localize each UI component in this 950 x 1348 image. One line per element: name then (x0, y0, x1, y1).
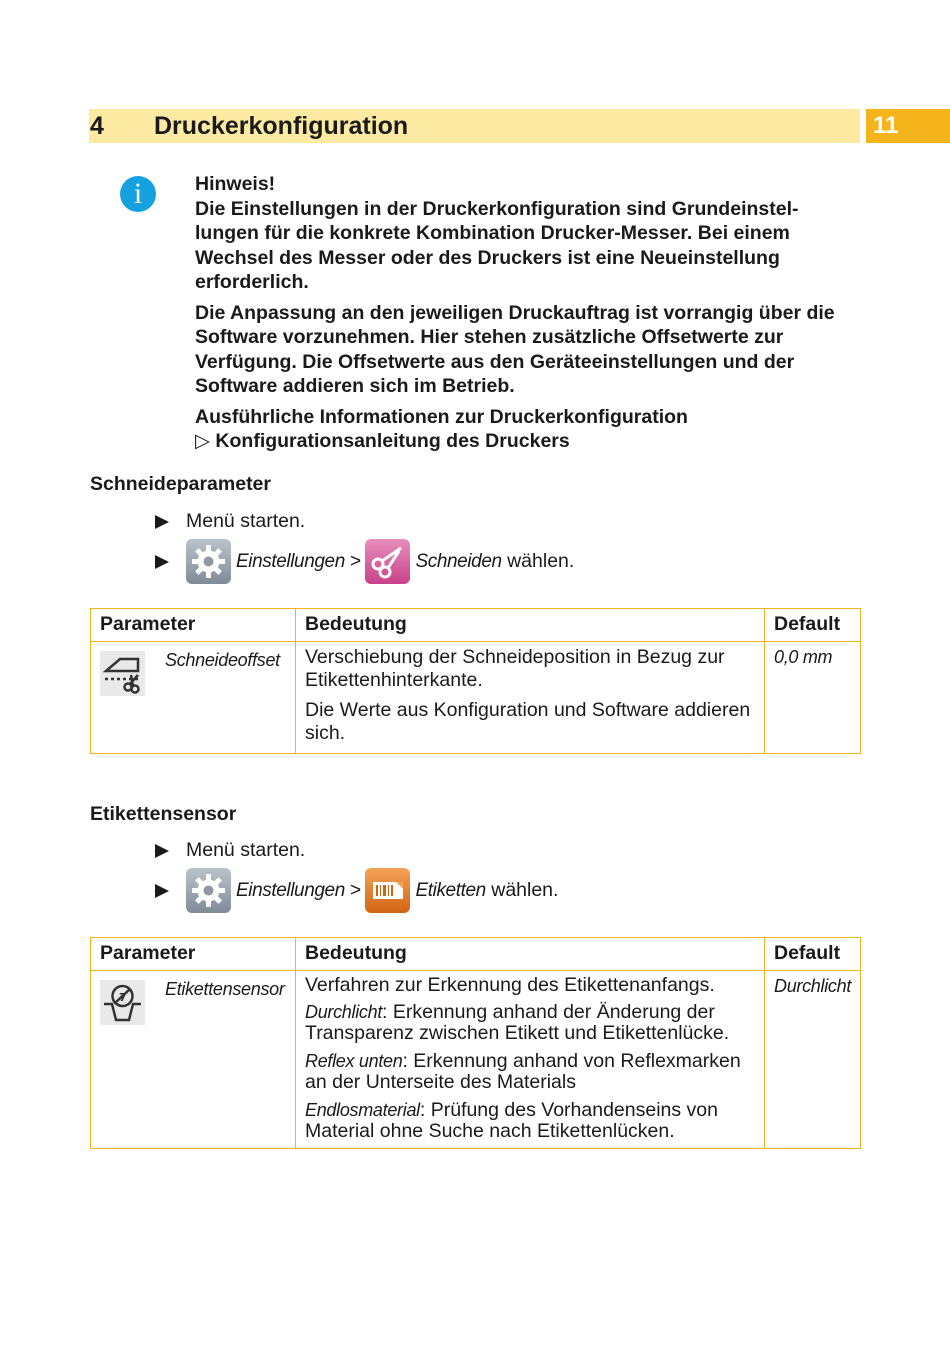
note-block (195, 172, 855, 454)
label-icon[interactable] (365, 868, 410, 913)
column-header-parameter: Parameter (91, 938, 296, 971)
step-arrow-icon (155, 844, 169, 858)
step-text: Menü starten. (186, 839, 306, 861)
step-select-labels (155, 868, 558, 913)
note-reference-title: Konfigurationsanleitung des Druckers (215, 430, 570, 452)
meaning-text: Die Werte aus Konfiguration und Software addieren sich. (305, 699, 751, 744)
option-name: Reflex unten (305, 1050, 403, 1071)
gear-icon[interactable] (186, 868, 231, 913)
step-arrow-icon (155, 555, 169, 569)
table-header-row (91, 938, 861, 971)
table-header-row (91, 609, 861, 642)
gear-icon[interactable] (186, 539, 231, 584)
triangle-right-icon: ▷ (195, 430, 210, 452)
parameter-cell (91, 971, 296, 1149)
chapter-number: 4 (90, 112, 104, 140)
menu-labels-label[interactable]: Etiketten (415, 879, 486, 901)
parameter-cell (91, 642, 296, 754)
column-header-default: Default (765, 938, 861, 971)
cut-offset-icon (100, 651, 145, 696)
meaning-cell (296, 642, 765, 754)
table-row (91, 642, 861, 754)
step-arrow-icon (155, 884, 169, 898)
note-reference-link (195, 429, 855, 454)
note-title: Hinweis! (195, 173, 276, 195)
label-sensor-parameter-table (90, 937, 861, 1149)
step-select-cutting (155, 539, 574, 584)
option-name: Durchlicht (305, 1001, 383, 1022)
step-suffix: wählen. (507, 550, 575, 572)
note-paragraph-3 (195, 405, 855, 454)
step-start-menu (155, 839, 305, 862)
step-start-menu (155, 510, 305, 533)
column-header-default: Default (765, 609, 861, 642)
column-header-meaning: Bedeutung (296, 609, 765, 642)
menu-settings-label[interactable]: Einstellungen > (236, 550, 361, 572)
label-sensor-icon (100, 980, 145, 1025)
option-text: : Prüfung des Vorhandenseins von Material ohne Suche nach Etikettenlücken. (305, 1098, 718, 1142)
section-heading-label-sensor: Etikettensensor (90, 803, 237, 825)
menu-cutting-label[interactable]: Schneiden (415, 550, 502, 572)
table-row (91, 971, 861, 1149)
option-durchlicht (305, 1002, 755, 1045)
option-name: Endlosmaterial (305, 1099, 420, 1120)
step-text: Menü starten. (186, 510, 306, 532)
option-endlosmaterial (305, 1100, 755, 1143)
parameter-name: Schneideoffset (165, 650, 280, 670)
note-paragraph-1: Die Einstellungen in der Druckerkonfiguration sind Grundeinstel-lungen für die konkrete Kombination Drucker-Messer. Bei einem Wechsel des Messer oder des Druckers ist eine Neueinstellung erforderlich. (195, 197, 799, 293)
meaning-text: Verfahren zur Erkennung des Etikettenanfangs. (305, 974, 715, 996)
meaning-cell (296, 971, 765, 1149)
menu-settings-label[interactable]: Einstellungen > (236, 879, 361, 901)
default-value: 0,0 mm (765, 642, 861, 754)
option-text: : Erkennung anhand der Änderung der Transparenz zwischen Etikett und Etikettenlücke. (305, 1000, 730, 1044)
option-text: : Erkennung anhand von Reflexmarken an der Unterseite des Materials (305, 1049, 741, 1093)
default-value: Durchlicht (765, 971, 861, 1149)
option-reflex-unten (305, 1051, 755, 1094)
column-header-parameter: Parameter (91, 609, 296, 642)
cutting-parameter-table (90, 608, 861, 754)
section-heading-cutting: Schneideparameter (90, 473, 271, 495)
chapter-title: Druckerkonfiguration (154, 112, 409, 140)
svg-text:7: 7 (119, 991, 127, 1004)
parameter-name: Etikettensensor (165, 979, 285, 999)
scissors-icon[interactable] (365, 539, 410, 584)
note-paragraph-2: Die Anpassung an den jeweiligen Druckauftrag ist vorrangig über die Software vorzunehmen. Hier stehen zusätzliche Offsetwerte zur Verfügung. Die Offsetwerte aus den Geräteeinstellungen und der Software addieren sich im Betrieb. (195, 301, 835, 397)
step-suffix: wählen. (491, 879, 559, 901)
meaning-text: Verschiebung der Schneideposition in Bezug zur Etikettenhinterkante. (305, 646, 725, 691)
info-icon: i (120, 176, 156, 212)
page-number: 11 (873, 112, 899, 139)
step-arrow-icon (155, 515, 169, 529)
column-header-meaning: Bedeutung (296, 938, 765, 971)
note-reference-text: Ausführliche Informationen zur Druckerkonfiguration (195, 405, 688, 428)
